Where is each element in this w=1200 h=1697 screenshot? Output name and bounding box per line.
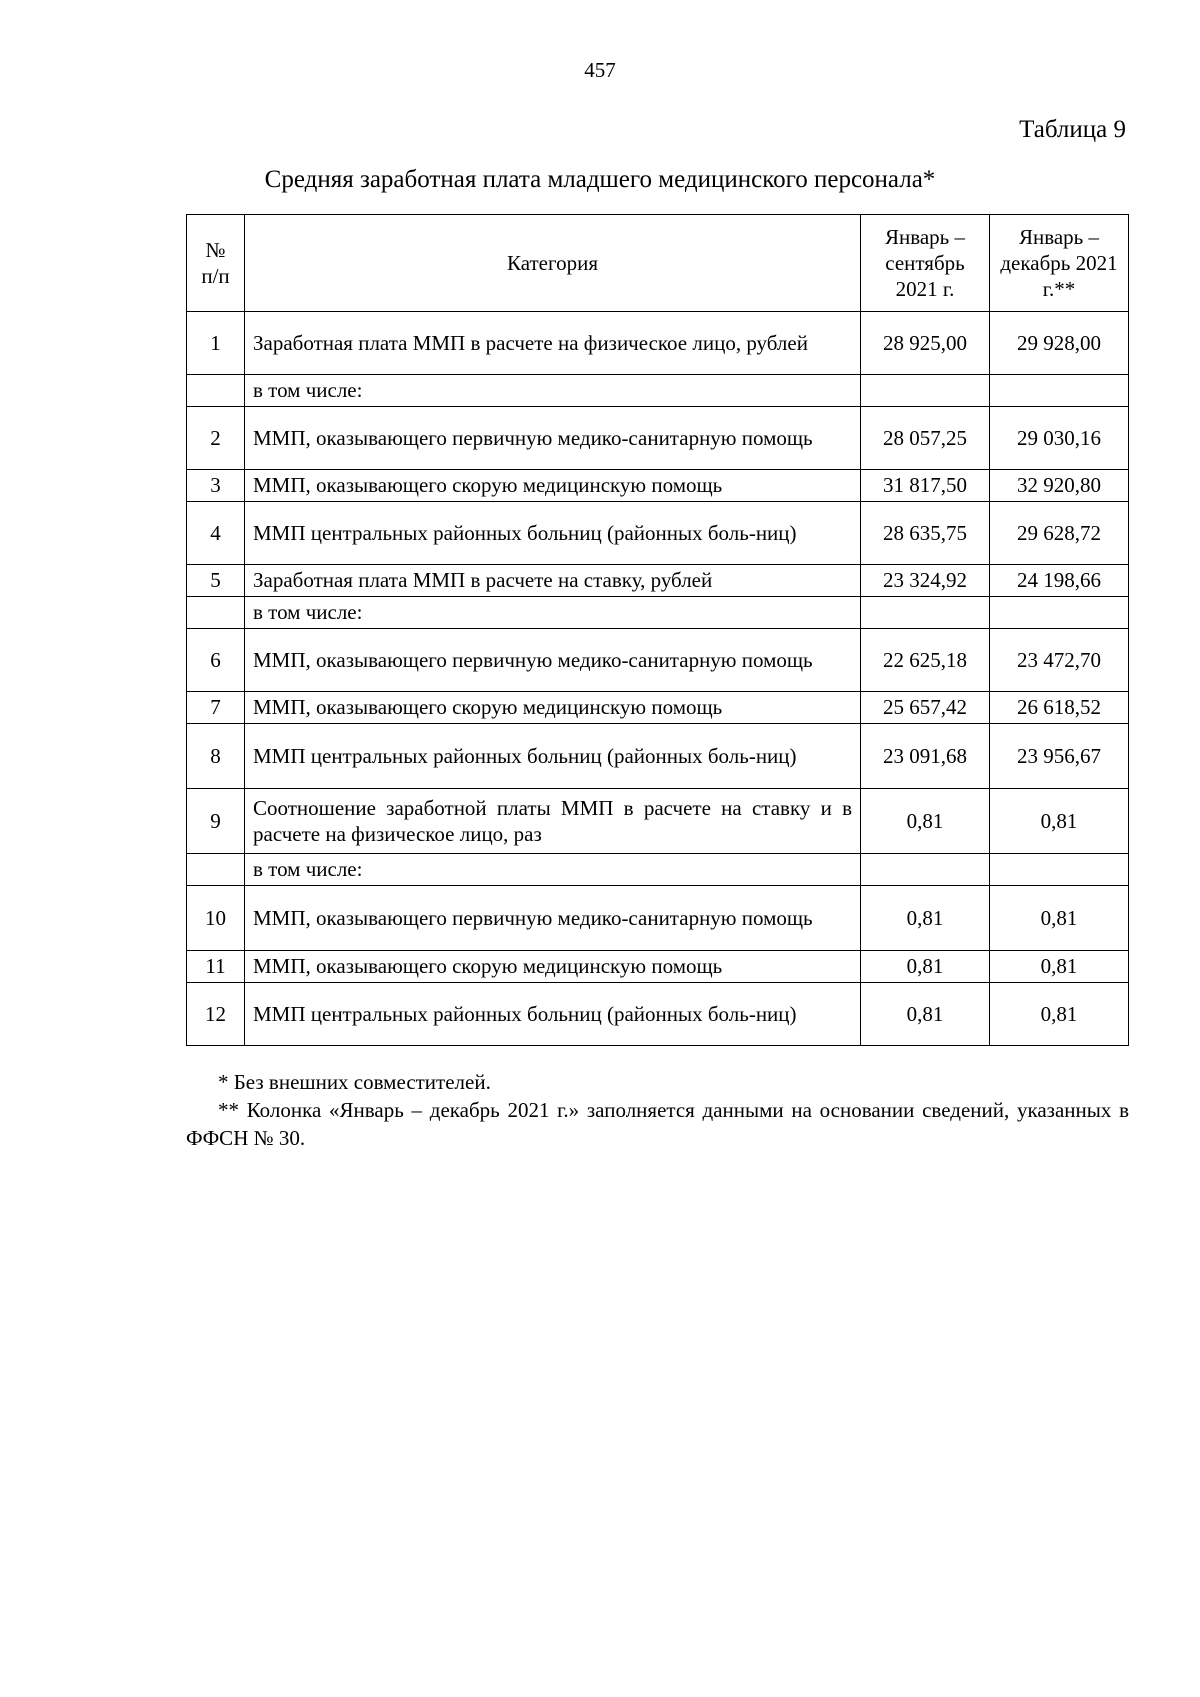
- row-category: в том числе:: [245, 597, 861, 629]
- row-value-jan-dec: 0,81: [990, 886, 1129, 951]
- row-number: 8: [187, 724, 245, 789]
- row-number: 12: [187, 983, 245, 1046]
- row-value-jan-sep: 0,81: [861, 789, 990, 854]
- table-row: [187, 629, 1129, 692]
- row-value-jan-sep: 0,81: [861, 886, 990, 951]
- row-number: 5: [187, 565, 245, 597]
- footnotes: [186, 1068, 1129, 1152]
- row-category: ММП центральных районных больниц (районных боль-ниц): [245, 724, 861, 789]
- row-category: ММП, оказывающего скорую медицинскую помощь: [245, 951, 861, 983]
- header-row: [187, 215, 1129, 312]
- row-value-jan-dec: 32 920,80: [990, 470, 1129, 502]
- salary-table: [186, 214, 1129, 1046]
- table-caption: Таблица 9: [1019, 116, 1126, 143]
- row-value-jan-dec: 0,81: [990, 983, 1129, 1046]
- row-category: ММП центральных районных больниц (районных боль-ниц): [245, 502, 861, 565]
- table-row: [187, 692, 1129, 724]
- row-category: Соотношение заработной платы ММП в расчете на ставку и в расчете на физическое лицо, раз: [245, 789, 861, 854]
- row-number: 7: [187, 692, 245, 724]
- table-row: [187, 983, 1129, 1046]
- row-number: [187, 597, 245, 629]
- row-category: в том числе:: [245, 854, 861, 886]
- row-category: Заработная плата ММП в расчете на физическое лицо, рублей: [245, 312, 861, 375]
- row-category: Заработная плата ММП в расчете на ставку, рублей: [245, 565, 861, 597]
- footnote-no-external-part-timers: * Без внешних совместителей.: [218, 1070, 491, 1094]
- row-category: ММП центральных районных больниц (районных боль-ниц): [245, 983, 861, 1046]
- row-value-jan-dec: [990, 597, 1129, 629]
- row-value-jan-dec: 23 956,67: [990, 724, 1129, 789]
- row-number: 11: [187, 951, 245, 983]
- row-number: 10: [187, 886, 245, 951]
- row-value-jan-sep: 28 635,75: [861, 502, 990, 565]
- table-row: [187, 502, 1129, 565]
- row-category: ММП, оказывающего первичную медико-санитарную помощь: [245, 629, 861, 692]
- row-value-jan-sep: [861, 375, 990, 407]
- row-value-jan-dec: [990, 854, 1129, 886]
- row-value-jan-dec: 29 030,16: [990, 407, 1129, 470]
- table-row: [187, 724, 1129, 789]
- table-row: [187, 886, 1129, 951]
- row-category: в том числе:: [245, 375, 861, 407]
- row-number: 6: [187, 629, 245, 692]
- row-category: ММП, оказывающего первичную медико-санитарную помощь: [245, 407, 861, 470]
- column-header-jan-dec: Январь – декабрь 2021 г.**: [990, 215, 1129, 312]
- row-number: 2: [187, 407, 245, 470]
- row-value-jan-dec: 24 198,66: [990, 565, 1129, 597]
- row-value-jan-dec: 26 618,52: [990, 692, 1129, 724]
- row-number: 9: [187, 789, 245, 854]
- table-header: [187, 215, 1129, 312]
- row-category: ММП, оказывающего скорую медицинскую помощь: [245, 692, 861, 724]
- table-row: [187, 854, 1129, 886]
- row-value-jan-dec: 23 472,70: [990, 629, 1129, 692]
- row-value-jan-sep: 28 057,25: [861, 407, 990, 470]
- row-value-jan-dec: [990, 375, 1129, 407]
- row-number: [187, 854, 245, 886]
- table-row: [187, 375, 1129, 407]
- table-row: [187, 407, 1129, 470]
- row-number: 3: [187, 470, 245, 502]
- table-title: Средняя заработная плата младшего медицинского персонала*: [264, 166, 936, 193]
- table-row: [187, 470, 1129, 502]
- row-value-jan-sep: 28 925,00: [861, 312, 990, 375]
- page-number: 457: [584, 58, 616, 82]
- row-value-jan-sep: [861, 597, 990, 629]
- footnote-jan-dec-column: ** Колонка «Январь – декабрь 2021 г.» заполняется данными на основании сведений, указанных в ФФСН № 30.: [186, 1098, 1129, 1150]
- column-header-num: № п/п: [187, 215, 245, 312]
- row-value-jan-dec: 29 928,00: [990, 312, 1129, 375]
- table-row: [187, 597, 1129, 629]
- row-number: 1: [187, 312, 245, 375]
- row-category: ММП, оказывающего скорую медицинскую помощь: [245, 470, 861, 502]
- row-number: [187, 375, 245, 407]
- row-value-jan-sep: 31 817,50: [861, 470, 990, 502]
- row-value-jan-dec: 0,81: [990, 789, 1129, 854]
- table-row: [187, 951, 1129, 983]
- row-value-jan-sep: 23 324,92: [861, 565, 990, 597]
- row-value-jan-sep: [861, 854, 990, 886]
- row-value-jan-sep: 22 625,18: [861, 629, 990, 692]
- row-value-jan-sep: 23 091,68: [861, 724, 990, 789]
- row-value-jan-dec: 0,81: [990, 951, 1129, 983]
- row-value-jan-sep: 25 657,42: [861, 692, 990, 724]
- column-header-category: Категория: [245, 215, 861, 312]
- table-row: [187, 565, 1129, 597]
- row-number: 4: [187, 502, 245, 565]
- table-body: [187, 312, 1129, 1046]
- row-category: ММП, оказывающего первичную медико-санитарную помощь: [245, 886, 861, 951]
- row-value-jan-sep: 0,81: [861, 951, 990, 983]
- row-value-jan-sep: 0,81: [861, 983, 990, 1046]
- table-row: [187, 312, 1129, 375]
- table-row: [187, 789, 1129, 854]
- row-value-jan-dec: 29 628,72: [990, 502, 1129, 565]
- column-header-jan-sep: Январь – сентябрь 2021 г.: [861, 215, 990, 312]
